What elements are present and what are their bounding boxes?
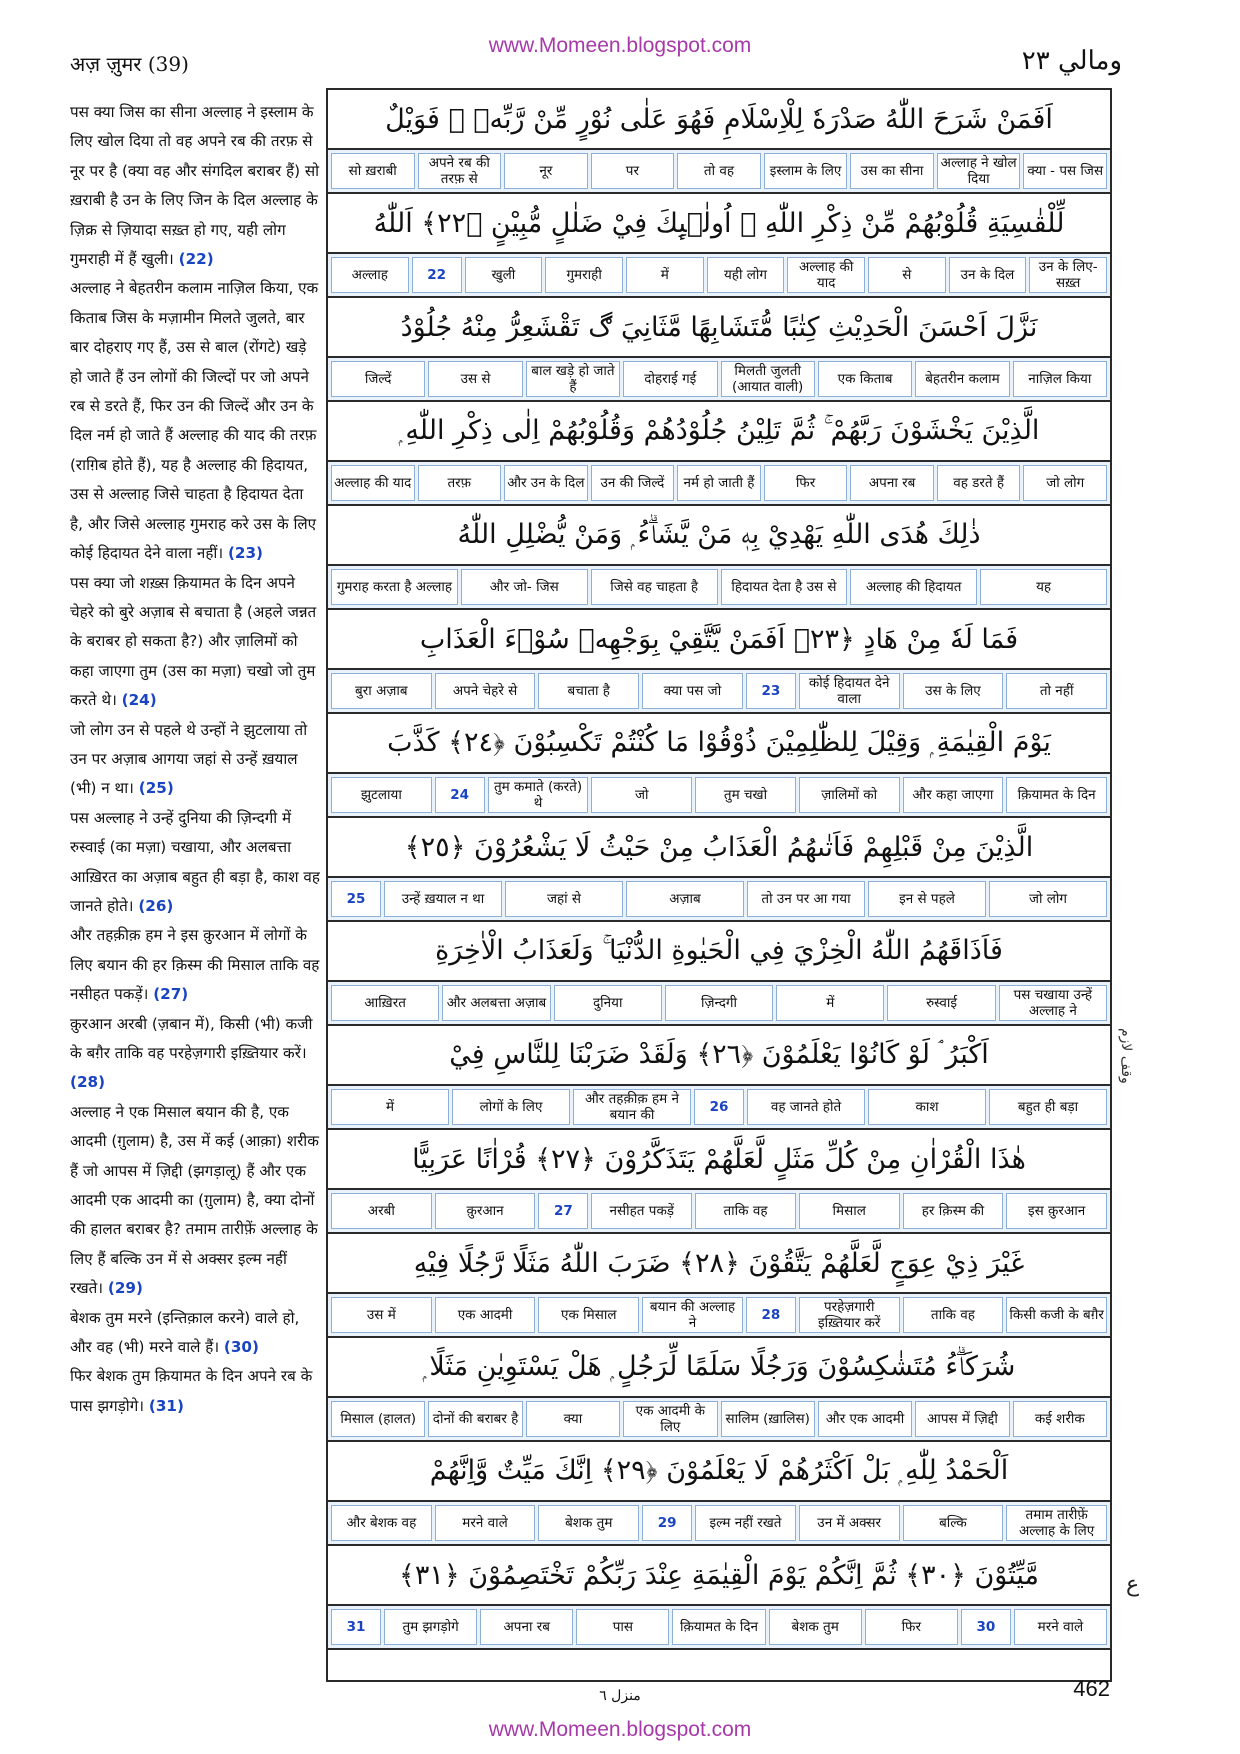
word-meaning-cell: जिल्दें [331,361,425,397]
word-meaning-cell: अल्लाह [331,257,409,293]
word-meaning-cell: और जो- जिस [461,569,588,605]
word-meaning-cell: एक आदमी के लिए [623,1401,717,1437]
verse-number: (27) [153,985,189,1004]
word-meaning-cell: वह जानते होते [747,1089,865,1125]
word-meaning-cell: दोहराई गई [623,361,717,397]
word-meaning-cell: यह [980,569,1107,605]
word-meaning-row [328,254,1110,298]
translation-text: पस अल्लाह ने उन्हें दुनिया की ज़िन्दगी में रुस्वाई (का मज़ा) चखाया, और अलबत्ता आख़िरत का अज़ाब बहुत ही बड़ा है, काश वह जानते होते। [70,808,320,915]
word-meaning-cell: तरफ़ [418,465,502,501]
ayah-number-cell: 24 [435,777,485,813]
word-meaning-cell: ताकि वह [903,1297,1004,1333]
word-meaning-cell: अल्लाह ने खोल दिया [937,153,1021,189]
word-meaning-row [328,150,1110,194]
word-meaning-cell: उस से [428,361,522,397]
verse-number: (28) [70,1073,106,1092]
word-meaning-cell: अल्लाह की याद [787,257,865,293]
ayah-number-cell: 28 [746,1297,796,1333]
word-meaning-cell: हर क़िस्म की [903,1193,1004,1229]
word-meaning-cell: उन के दिल [949,257,1027,293]
translation-paragraph [70,1304,320,1363]
word-meaning-cell: कई शरीक [1013,1401,1107,1437]
word-meaning-row [328,670,1110,714]
word-meaning-cell: दोनों की बराबर है [428,1401,522,1437]
word-meaning-cell: बेहतरीन कलाम [915,361,1009,397]
word-meaning-row [328,1398,1110,1442]
word-meaning-cell: और एक आदमी [818,1401,912,1437]
word-meaning-cell: नूर [504,153,588,189]
word-meaning-cell: अपने रब की तरफ़ से [418,153,502,189]
word-meaning-row [328,566,1110,610]
arabic-line: يَوْمَ الْقِيٰمَةِ ۭ وَقِيْلَ لِلظّٰلِمِيْنَ ذُوْقُوْا مَا كُنْتُمْ تَكْسِبُوْنَ ﴿٢٤﴾ كَذَّبَ [328,714,1110,774]
word-meaning-cell: क्या - पस जिस [1023,153,1107,189]
word-meaning-cell: उन के लिए- सख़्त [1029,257,1107,293]
surah-title: अज़ ज़ुमर (39) [70,52,189,76]
word-meaning-cell: बयान की अल्लाह ने [642,1297,743,1333]
para-title: ومالي ٢٣ [1021,46,1122,76]
word-meaning-cell: तो वह [677,153,761,189]
word-meaning-cell: मरने वाले [435,1505,536,1541]
word-meaning-cell: किसी कजी के बग़ैर [1006,1297,1107,1333]
word-meaning-cell: जहां से [505,881,623,917]
word-meaning-cell: रुस्वाई [887,985,995,1021]
arabic-line: اَلْحَمْدُ لِلّٰهِ ۭ بَلْ اَكْثَرُهُمْ لَا يَعْلَمُوْنَ ﴿٢٩﴾ اِنَّكَ مَيِّتٌ وَّاِنَّهُمْ [328,1442,1110,1502]
translation-paragraph [70,716,320,804]
word-meaning-cell: झुटलाया [331,777,432,813]
word-meaning-cell: में [331,1089,449,1125]
word-meaning-cell: उन की जिल्दें [591,465,675,501]
translation-paragraph [70,1098,320,1304]
word-meaning-cell: दुनिया [554,985,662,1021]
site-url-bottom: www.Momeen.blogspot.com [488,1718,752,1741]
word-meaning-cell: नाज़िल किया [1013,361,1107,397]
ayah-number-cell: 25 [331,881,381,917]
translation-text: बेशक तुम मरने (इन्तिक़ाल करने) वाले हो, और वह (भी) मरने वाले हैं। [70,1308,300,1357]
word-meaning-cell: इस्लाम के लिए [764,153,848,189]
word-meaning-cell: मरने वाले [1014,1609,1107,1645]
arabic-line: هٰذَا الْقُرْاٰنِ مِنْ كُلِّ مَثَلٍ لَّعَلَّهُمْ يَتَذَكَّرُوْنَ ﴿٢٧﴾ قُرْاٰنًا عَرَبِيًّا [328,1130,1110,1190]
word-meaning-cell: बाल खड़े हो जाते हैं [526,361,620,397]
word-meaning-cell: आख़िरत [331,985,439,1021]
arabic-line: غَيْرَ ذِيْ عِوَجٍ لَّعَلَّهُمْ يَتَّقُوْنَ ﴿٢٨﴾ ضَرَبَ اللّٰهُ مَثَلًا رَّجُلًا فِيْهِ [328,1234,1110,1294]
word-meaning-cell: तो उन पर आ गया [747,881,865,917]
word-meaning-cell: उस के लिए [903,673,1004,709]
word-meaning-cell: खुली [465,257,543,293]
word-meaning-cell: बहुत ही बड़ा [989,1089,1107,1125]
translation-text: पस क्या जो शख़्स क़ियामत के दिन अपने चेहरे को बुरे अज़ाब से बचाता है (अहले जन्नत के बराबर हो सकता है?) और ज़ालिमों को कहा जाएगा तुम (उस का मज़ा) चखो जो तुम करते थे। [70,573,317,710]
word-meaning-cell: अरबी [331,1193,432,1229]
word-meaning-cell: पास [576,1609,669,1645]
verse-number: (30) [223,1338,259,1357]
verse-number: (24) [121,691,157,710]
page-number: 462 [1073,1676,1110,1701]
verse-number: (29) [107,1279,143,1298]
arabic-line: نَزَّلَ اَحْسَنَ الْحَدِيْثِ كِتٰبًا مُّتَشَابِهًا مَّثَانِيَ ڰ تَقْشَعِرُّ مِنْهُ جُلُوْدُ [328,298,1110,358]
verse-number: (31) [148,1396,184,1415]
ayah-number-cell: 27 [538,1193,588,1229]
word-meaning-cell: क्या पस जो [642,673,743,709]
word-meaning-cell: और कहा जाएगा [903,777,1004,813]
word-meaning-cell: नसीहत पकड़ें [591,1193,692,1229]
word-meaning-cell: बेशक तुम [538,1505,639,1541]
word-meaning-cell: क्या [526,1401,620,1437]
translation-text: अल्लाह ने एक मिसाल बयान की है, एक आदमी (ग़ुलाम) है, उस में कई (आक़ा) शरीक हैं जो आपस में ज़िद्दी (झगड़ालू) हैं और एक आदमी एक आदमी का (ग़ुलाम) है, क्या दोनों की हालत बराबर है? तमाम तारीफ़ें अल्लाह के लिए हैं बल्कि उन में से अक्सर इल्म नहीं रखते। [70,1102,319,1298]
word-meaning-cell: अल्लाह की याद [331,465,415,501]
translation-paragraph [70,98,320,274]
arabic-line: ذٰلِكَ هُدَى اللّٰهِ يَهْدِيْ بِهٖ مَنْ يَّشَاۗءُ ۭ وَمَنْ يُّضْلِلِ اللّٰهُ [328,506,1110,566]
translation-paragraph [70,921,320,1009]
word-meaning-cell: क़ियामत के दिन [1006,777,1107,813]
word-meaning-cell: ताकि वह [695,1193,796,1229]
word-meaning-cell: गुमराही [545,257,623,293]
ayah-number-cell: 31 [331,1609,381,1645]
word-meaning-row [328,1086,1110,1130]
word-meaning-cell: जो लोग [1023,465,1107,501]
word-meaning-cell: मिसाल [799,1193,900,1229]
word-meaning-cell: तमाम तारीफ़ें अल्लाह के लिए [1006,1505,1107,1541]
word-meaning-cell: में [626,257,704,293]
word-meaning-cell: और बेशक वह [331,1505,432,1541]
arabic-line: لِّلْقٰسِيَةِ قُلُوْبُهُمْ مِّنْ ذِكْرِ اللّٰهِ ۭ اُولٰۗىِٕكَ فِيْ ضَلٰلٍ مُّبِيْنٍ ﴿٢٢﴾ اَللّٰهُ [328,194,1110,254]
ayah-number-cell: 29 [642,1505,692,1541]
word-meaning-cell: इस क़ुरआन [1006,1193,1107,1229]
word-meaning-cell: अपना रब [850,465,934,501]
translation-text: और तहक़ीक़ हम ने इस क़ुरआन में लोगों के लिए बयान की हर क़िस्म की मिसाल ताकि वह नसीहत पकड़ें। [70,926,320,1004]
arabic-line: اَفَمَنْ شَرَحَ اللّٰهُ صَدْرَهٗ لِلْاِسْلَامِ فَهُوَ عَلٰى نُوْرٍ مِّنْ رَّبِّهٖ ۭ فَوَيْلٌ [328,90,1110,150]
word-meaning-cell: मिसाल (हालत) [331,1401,425,1437]
word-meaning-cell: अपने चेहरे से [435,673,536,709]
word-meaning-cell: फिर [764,465,848,501]
word-meaning-cell: ज़िन्दगी [665,985,773,1021]
word-by-word-rows [328,90,1110,1650]
word-meaning-cell: एक आदमी [435,1297,536,1333]
word-meaning-row [328,1606,1110,1650]
word-meaning-cell: जो [591,777,692,813]
word-meaning-cell: नर्म हो जाती हैं [677,465,761,501]
translation-text: पस क्या जिस का सीना अल्लाह ने इस्लाम के लिए खोल दिया तो वह अपने रब की तरफ़ से नूर पर है (क्या वह और संगदिल बराबर हैं) सो ख़राबी है उन के लिए जिन के दिल अल्लाह के ज़िक्र से ज़ियादा सख़्त हो गए, यही लोग गुमराही में हैं खुली। [70,103,320,269]
verse-number: (25) [138,779,174,798]
word-meaning-cell: और अलबत्ता अज़ाब [442,985,550,1021]
word-meaning-cell: परहेज़गारी इख़्तियार करें [799,1297,900,1333]
waqf-note: وقف لازم [1118,1028,1134,1084]
word-meaning-cell: ज़ालिमों को [799,777,900,813]
word-meaning-cell: बल्कि [903,1505,1004,1541]
word-meaning-cell: उन में अक्सर [799,1505,900,1541]
word-meaning-row [328,1190,1110,1234]
translation-paragraph [70,1010,320,1098]
word-meaning-cell: हिदायत देता है उस से [721,569,848,605]
word-meaning-cell: तुम चखो [695,777,796,813]
word-meaning-cell: एक किताब [818,361,912,397]
translation-text: फिर बेशक तुम क़ियामत के दिन अपने रब के पास झगड़ोगे। [70,1367,313,1415]
word-meaning-cell: जिसे वह चाहता है [591,569,718,605]
word-meaning-cell: उस में [331,1297,432,1333]
word-meaning-cell: बचाता है [538,673,639,709]
word-meaning-row [328,1502,1110,1546]
word-meaning-row [328,774,1110,818]
arabic-line: الَّذِيْنَ يَخْشَوْنَ رَبَّهُمْ ۚ ثُمَّ تَلِيْنُ جُلُوْدُهُمْ وَقُلُوْبُهُمْ اِلٰى ذِكْرِ اللّٰهِ ۭ [328,402,1110,462]
word-meaning-cell: और उन के दिल [504,465,588,501]
word-meaning-cell: बुरा अज़ाब [331,673,432,709]
word-meaning-row [328,878,1110,922]
word-meaning-row [328,462,1110,506]
word-meaning-cell: यही लोग [707,257,785,293]
word-meaning-cell: आपस में ज़िद्दी [915,1401,1009,1437]
word-meaning-cell: सो ख़राबी [331,153,415,189]
ruku-mark: ع [1126,1572,1140,1597]
word-meaning-cell: पस चखाया उन्हें अल्लाह ने [999,985,1107,1021]
arabic-line: فَمَا لَهٗ مِنْ هَادٍ ﴿٢٣﴾ اَفَمَنْ يَّتَّقِيْ بِوَجْهِهٖ سُوْۗءَ الْعَذَابِ [328,610,1110,670]
translation-paragraph [70,274,320,568]
word-meaning-cell: कोई हिदायत देने वाला [799,673,900,709]
translation-text: अल्लाह ने बेहतरीन कलाम नाज़िल किया, एक किताब जिस के मज़ामीन मिलते जुलते, बार बार दोहराए गए हैं, उस से बाल (रोंगटे) खड़े हो जाते हैं उन लोगों की जिल्दों पर जो अपने रब से डरते हैं, फिर उन की जिल्दें और उन के दिल नर्म हो जाते हैं अल्लाह की याद की तरफ़ (राग़िब होते हैं), यह है अल्लाह की हिदायत, उस से अल्लाह जिसे चाहता है हिदायत देता है, और जिसे अल्लाह गुमराह करे उस के लिए कोई हिदायत देने वाला नहीं। [70,279,319,563]
word-meaning-cell: बेशक तुम [769,1609,862,1645]
verse-number: (23) [227,544,263,563]
translation-text: जो लोग उन से पहले थे उन्हों ने झुटलाया तो उन पर अज़ाब आगया जहां से उन्हें ख़याल (भी) न था। [70,720,308,798]
manzil-label: منزل ٦ [599,1688,641,1704]
word-meaning-cell: और तहक़ीक़ हम ने बयान की [573,1089,691,1125]
word-meaning-cell: उन्हें ख़याल न था [384,881,502,917]
word-meaning-row [328,982,1110,1026]
arabic-line: الَّذِيْنَ مِنْ قَبْلِهِمْ فَاَتٰىهُمُ الْعَذَابُ مِنْ حَيْثُ لَا يَشْعُرُوْنَ ﴿٢٥﴾ [328,818,1110,878]
verse-number: (22) [178,250,214,269]
arabic-line: مَّيِّتُوْنَ ﴿٣٠﴾ ثُمَّ اِنَّكُمْ يَوْمَ الْقِيٰمَةِ عِنْدَ رَبِّكُمْ تَخْتَصِمُوْنَ ﴿٣١﴾ [328,1546,1110,1606]
word-meaning-cell: जो लोग [989,881,1107,917]
translation-text: क़ुरआन अरबी (ज़बान में), किसी (भी) कजी के बग़ैर ताकि वह परहेज़गारी इख़्तियार करें। [70,1014,313,1062]
ayah-number-cell: 26 [694,1089,744,1125]
word-meaning-cell: से [868,257,946,293]
hindi-translation-column [70,98,320,1682]
word-meaning-cell: इन से पहले [868,881,986,917]
word-meaning-cell: क़ुरआन [435,1193,536,1229]
word-meaning-cell: क़ियामत के दिन [672,1609,765,1645]
ayah-number-cell: 23 [746,673,796,709]
word-meaning-cell: सालिम (ख़ालिस) [721,1401,815,1437]
word-meaning-cell: अपना रब [480,1609,573,1645]
word-meaning-cell: लोगों के लिए [452,1089,570,1125]
word-meaning-cell: में [776,985,884,1021]
word-meaning-cell: गुमराह करता है अल्लाह [331,569,458,605]
translation-paragraph [70,1362,320,1421]
ayah-number-cell: 30 [961,1609,1011,1645]
word-meaning-cell: तुम झगड़ोगे [384,1609,477,1645]
arabic-line: فَاَذَاقَهُمُ اللّٰهُ الْخِزْيَ فِي الْحَيٰوةِ الدُّنْيَا ۚ وَلَعَذَابُ الْاٰخِرَةِ [328,922,1110,982]
word-meaning-cell: तुम कमाते (करते) थे [488,777,589,813]
word-meaning-cell: वह डरते हैं [937,465,1021,501]
verse-number: (26) [138,896,174,915]
word-meaning-cell: फिर [865,1609,958,1645]
word-meaning-cell: काश [868,1089,986,1125]
word-meaning-row [328,358,1110,402]
word-meaning-row [328,1294,1110,1338]
arabic-line: اَكْبَرُ ۘ لَوْ كَانُوْا يَعْلَمُوْنَ ﴿٢٦﴾ وَلَقَدْ ضَرَبْنَا لِلنَّاسِ فِيْ [328,1026,1110,1086]
word-meaning-cell: एक मिसाल [538,1297,639,1333]
translation-paragraph [70,804,320,922]
word-meaning-cell: पर [591,153,675,189]
word-meaning-cell: इल्म नहीं रखते [695,1505,796,1541]
word-meaning-cell: अल्लाह की हिदायत [850,569,977,605]
arabic-line: شُرَكَاۗءُ مُتَشٰكِسُوْنَ وَرَجُلًا سَلَمًا لِّرَجُلٍ ۭ هَلْ يَسْتَوِيٰنِ مَثَلًا ۭ [328,1338,1110,1398]
ayah-number-cell: 22 [412,257,462,293]
word-meaning-cell: अज़ाब [626,881,744,917]
word-meaning-cell: तो नहीं [1006,673,1107,709]
word-meaning-cell: मिलती जुलती (आयात वाली) [721,361,815,397]
site-url-top: www.Momeen.blogspot.com [488,34,752,57]
word-meaning-cell: उस का सीना [850,153,934,189]
translation-paragraph [70,569,320,716]
